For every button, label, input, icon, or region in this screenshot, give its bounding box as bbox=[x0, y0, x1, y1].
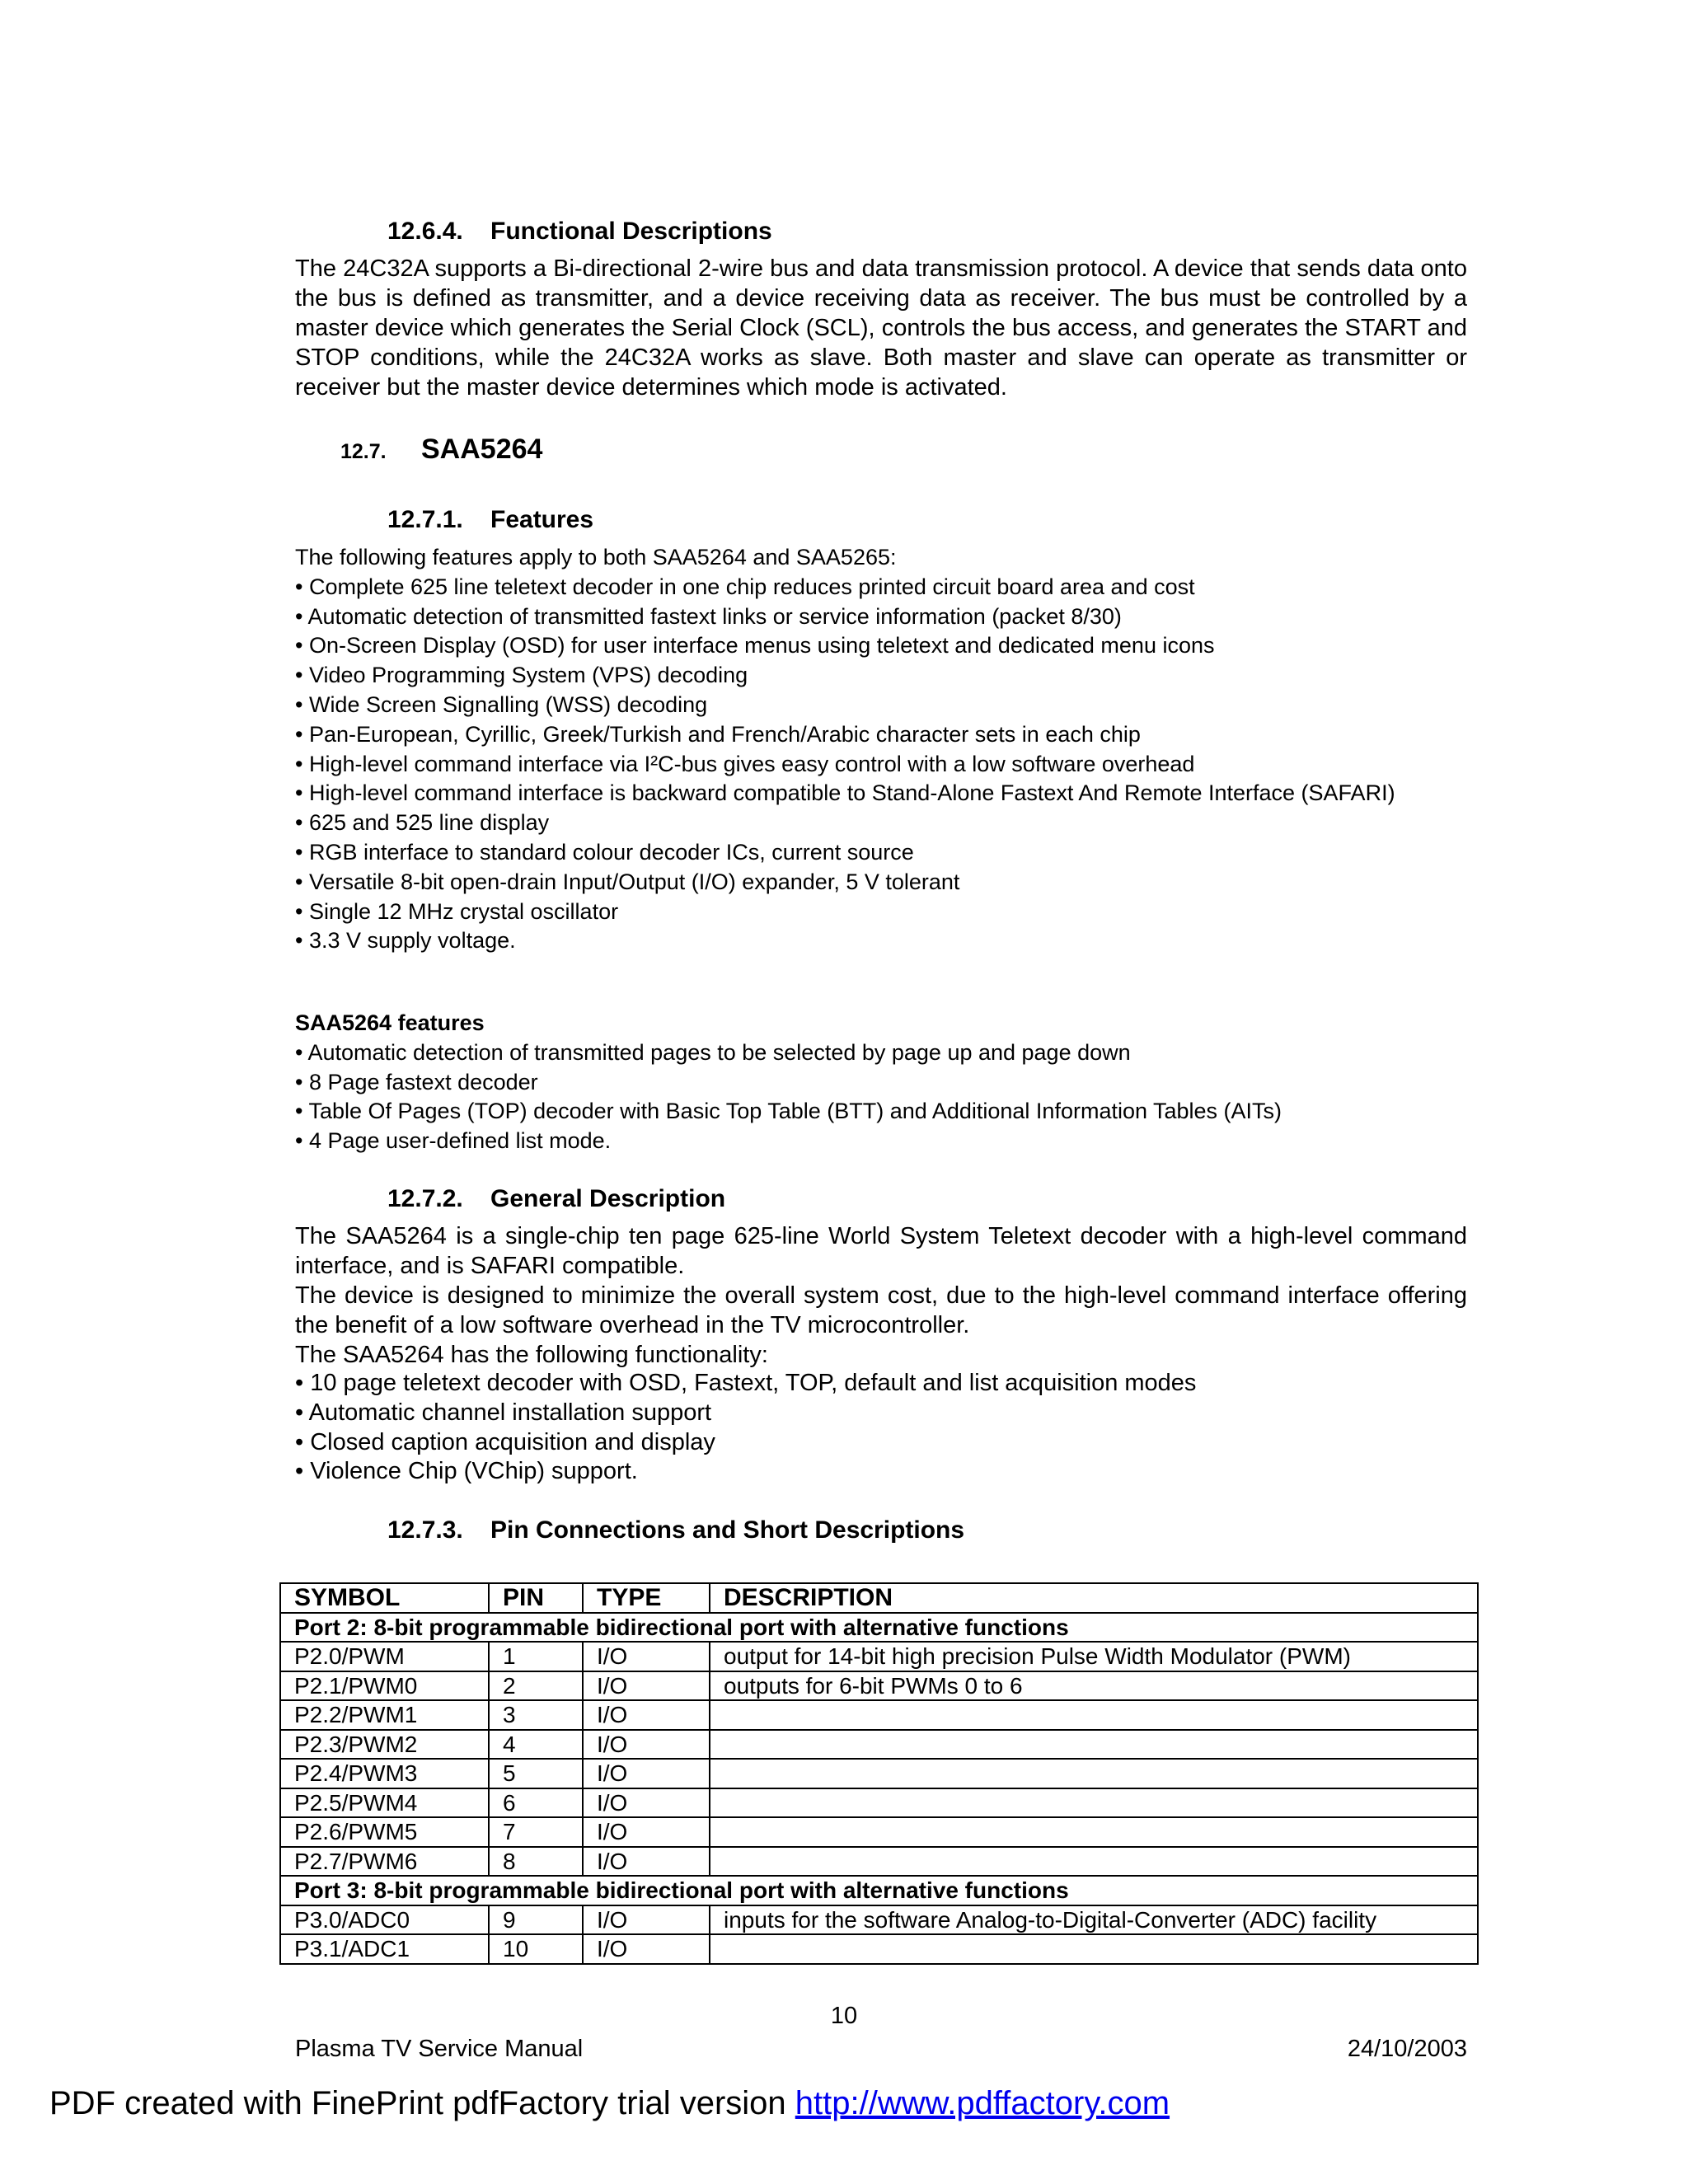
heading-12-7-1 bbox=[387, 506, 593, 534]
table-row bbox=[280, 1817, 1478, 1847]
table-row bbox=[280, 1905, 1478, 1935]
table-cell: 7 bbox=[489, 1817, 583, 1847]
header-cell: SYMBOL bbox=[280, 1583, 489, 1613]
table-section-row bbox=[280, 1613, 1478, 1643]
footer-document-title: Plasma TV Service Manual bbox=[295, 2036, 584, 2062]
table-cell: 5 bbox=[489, 1759, 583, 1788]
banner-text: PDF created with FinePrint pdfFactory trial version bbox=[49, 2085, 795, 2121]
table-cell: P2.4/PWM3 bbox=[280, 1759, 489, 1788]
table-row bbox=[280, 1759, 1478, 1788]
section-cell: Port 2: 8-bit programmable bidirectional port with alternative functions bbox=[280, 1613, 1478, 1643]
list-item: • On-Screen Display (OSD) for user interface menus using teletext and dedicated menu icons bbox=[295, 633, 1215, 658]
table-cell: I/O bbox=[583, 1788, 710, 1818]
table-cell: I/O bbox=[583, 1730, 710, 1760]
section-number: 12.7.3. bbox=[387, 1516, 463, 1544]
general-description bbox=[295, 1221, 1467, 1370]
table-cell: P2.0/PWM bbox=[280, 1642, 489, 1671]
section-number: 12.7.1. bbox=[387, 506, 463, 533]
table-cell: P2.5/PWM4 bbox=[280, 1788, 489, 1818]
header-cell: TYPE bbox=[583, 1583, 710, 1613]
table-cell: P2.3/PWM2 bbox=[280, 1730, 489, 1760]
section-number: 12.6.4. bbox=[387, 218, 463, 245]
table-cell: P2.7/PWM6 bbox=[280, 1847, 489, 1877]
table-cell: I/O bbox=[583, 1817, 710, 1847]
paragraph: The device is designed to minimize the overall system cost, due to the high-level command interface offering the benefit of a low software overhead in the TV microcontroller. bbox=[295, 1282, 1467, 1338]
table-cell bbox=[710, 1847, 1478, 1877]
table-row bbox=[280, 1671, 1478, 1701]
list-item: • 3.3 V supply voltage. bbox=[295, 928, 516, 954]
features-list bbox=[295, 543, 1467, 956]
list-item: • High-level command interface via I²C-bus gives easy control with a low software overhead bbox=[295, 751, 1195, 776]
table-row bbox=[280, 1700, 1478, 1730]
page-number: 10 bbox=[830, 2003, 858, 2029]
list-item: • Pan-European, Cyrillic, Greek/Turkish and French/Arabic character sets in each chip bbox=[295, 721, 1141, 747]
list-item: • 8 Page fastext decoder bbox=[295, 1069, 538, 1094]
list-item: • Video Programming System (VPS) decoding bbox=[295, 663, 748, 688]
table-header-row bbox=[280, 1583, 1478, 1613]
table-cell: 6 bbox=[489, 1788, 583, 1818]
table-row bbox=[280, 1730, 1478, 1760]
table-cell: P2.1/PWM0 bbox=[280, 1671, 489, 1701]
section-title: SAA5264 bbox=[421, 434, 543, 465]
table-cell: I/O bbox=[583, 1700, 710, 1730]
list-item: • 10 page teletext decoder with OSD, Fastext, TOP, default and list acquisition modes bbox=[295, 1370, 1197, 1396]
features-intro: The following features apply to both SAA5264 and SAA5265: bbox=[295, 545, 897, 569]
section-number: 12.7. bbox=[340, 440, 387, 463]
list-item: • Automatic channel installation support bbox=[295, 1399, 712, 1426]
list-item: • Automatic detection of transmitted fastext links or service information (packet 8/30) bbox=[295, 603, 1122, 629]
table-cell bbox=[710, 1700, 1478, 1730]
table-cell bbox=[710, 1788, 1478, 1818]
heading-12-6-4 bbox=[387, 218, 772, 246]
table-cell: P3.0/ADC0 bbox=[280, 1905, 489, 1935]
header-cell: PIN bbox=[489, 1583, 583, 1613]
section-number: 12.7.2. bbox=[387, 1185, 463, 1212]
table-cell: I/O bbox=[583, 1642, 710, 1671]
table-cell: I/O bbox=[583, 1759, 710, 1788]
saa5264-features-list bbox=[295, 1009, 1467, 1156]
table-row bbox=[280, 1642, 1478, 1671]
subheading: SAA5264 features bbox=[295, 1010, 485, 1035]
section-title: Functional Descriptions bbox=[490, 218, 772, 245]
table-cell bbox=[710, 1730, 1478, 1760]
list-item: • Versatile 8-bit open-drain Input/Output (I/O) expander, 5 V tolerant bbox=[295, 869, 960, 894]
functional-description-paragraph: The 24C32A supports a Bi-directional 2-wire bus and data transmission protocol. A device that sends data onto the bus is defined as transmitter, and a device receiving data as receiver. The bus must be controlled by a master device which generates the Serial Clock (SCL), controls the bus access, and generates the START and STOP conditions, while the 24C32A works as slave. Both master and slave can operate as transmitter or receiver but the master device determines which mode is activated. bbox=[295, 255, 1467, 401]
table-row bbox=[280, 1934, 1478, 1964]
heading-12-7-2 bbox=[387, 1185, 725, 1213]
table-cell: I/O bbox=[583, 1934, 710, 1964]
table-row bbox=[280, 1788, 1478, 1818]
table-cell: P3.1/ADC1 bbox=[280, 1934, 489, 1964]
table-cell: I/O bbox=[583, 1905, 710, 1935]
section-title: Pin Connections and Short Descriptions bbox=[490, 1516, 965, 1544]
table-cell: P2.2/PWM1 bbox=[280, 1700, 489, 1730]
table-cell: 8 bbox=[489, 1847, 583, 1877]
list-item: • 4 Page user-defined list mode. bbox=[295, 1128, 612, 1154]
list-item: • Complete 625 line teletext decoder in one chip reduces printed circuit board area and cost bbox=[295, 574, 1195, 599]
table-cell bbox=[710, 1817, 1478, 1847]
table-cell: 10 bbox=[489, 1934, 583, 1964]
pdffactory-link[interactable]: http://www.pdffactory.com bbox=[795, 2085, 1170, 2121]
footer-date: 24/10/2003 bbox=[1347, 2036, 1467, 2062]
header-cell: DESCRIPTION bbox=[710, 1583, 1478, 1613]
table-cell bbox=[710, 1934, 1478, 1964]
section-title: General Description bbox=[490, 1185, 726, 1212]
paragraph: The SAA5264 is a single-chip ten page 625-line World System Teletext decoder with a high-level command interface, and is SAFARI compatible. bbox=[295, 1223, 1467, 1279]
heading-12-7-3 bbox=[387, 1516, 964, 1544]
list-item: • Single 12 MHz crystal oscillator bbox=[295, 898, 619, 924]
table-cell bbox=[710, 1759, 1478, 1788]
section-cell: Port 3: 8-bit programmable bidirectional port with alternative functions bbox=[280, 1876, 1478, 1905]
table-cell: P2.6/PWM5 bbox=[280, 1817, 489, 1847]
list-item: • High-level command interface is backward compatible to Stand-Alone Fastext And Remote Interface (SAFARI) bbox=[295, 780, 1395, 806]
table-cell: I/O bbox=[583, 1671, 710, 1701]
table-cell: output for 14-bit high precision Pulse Width Modulator (PWM) bbox=[710, 1642, 1478, 1671]
functionality-list bbox=[295, 1369, 1467, 1487]
table-cell: 3 bbox=[489, 1700, 583, 1730]
table-cell: 1 bbox=[489, 1642, 583, 1671]
paragraph: The SAA5264 has the following functionality: bbox=[295, 1342, 768, 1368]
pdf-trial-banner bbox=[49, 2085, 1170, 2122]
list-item: • 625 and 525 line display bbox=[295, 810, 550, 836]
heading-12-7 bbox=[340, 434, 542, 466]
table-cell: inputs for the software Analog-to-Digital-Converter (ADC) facility bbox=[710, 1905, 1478, 1935]
section-title: Features bbox=[490, 506, 594, 533]
list-item: • Table Of Pages (TOP) decoder with Basic Top Table (BTT) and Additional Information Tables (AITs) bbox=[295, 1099, 1282, 1124]
table-cell: I/O bbox=[583, 1847, 710, 1877]
table-row bbox=[280, 1847, 1478, 1877]
table-cell: outputs for 6-bit PWMs 0 to 6 bbox=[710, 1671, 1478, 1701]
pin-connections-table bbox=[279, 1582, 1479, 1965]
list-item: • Automatic detection of transmitted pages to be selected by page up and page down bbox=[295, 1039, 1131, 1065]
list-item: • RGB interface to standard colour decoder ICs, current source bbox=[295, 839, 914, 865]
table-section-row bbox=[280, 1876, 1478, 1905]
table-cell: 9 bbox=[489, 1905, 583, 1935]
list-item: • Wide Screen Signalling (WSS) decoding bbox=[295, 691, 708, 717]
table-cell: 2 bbox=[489, 1671, 583, 1701]
table-cell: 4 bbox=[489, 1730, 583, 1760]
list-item: • Closed caption acquisition and display bbox=[295, 1428, 715, 1455]
list-item: • Violence Chip (VChip) support. bbox=[295, 1458, 638, 1485]
